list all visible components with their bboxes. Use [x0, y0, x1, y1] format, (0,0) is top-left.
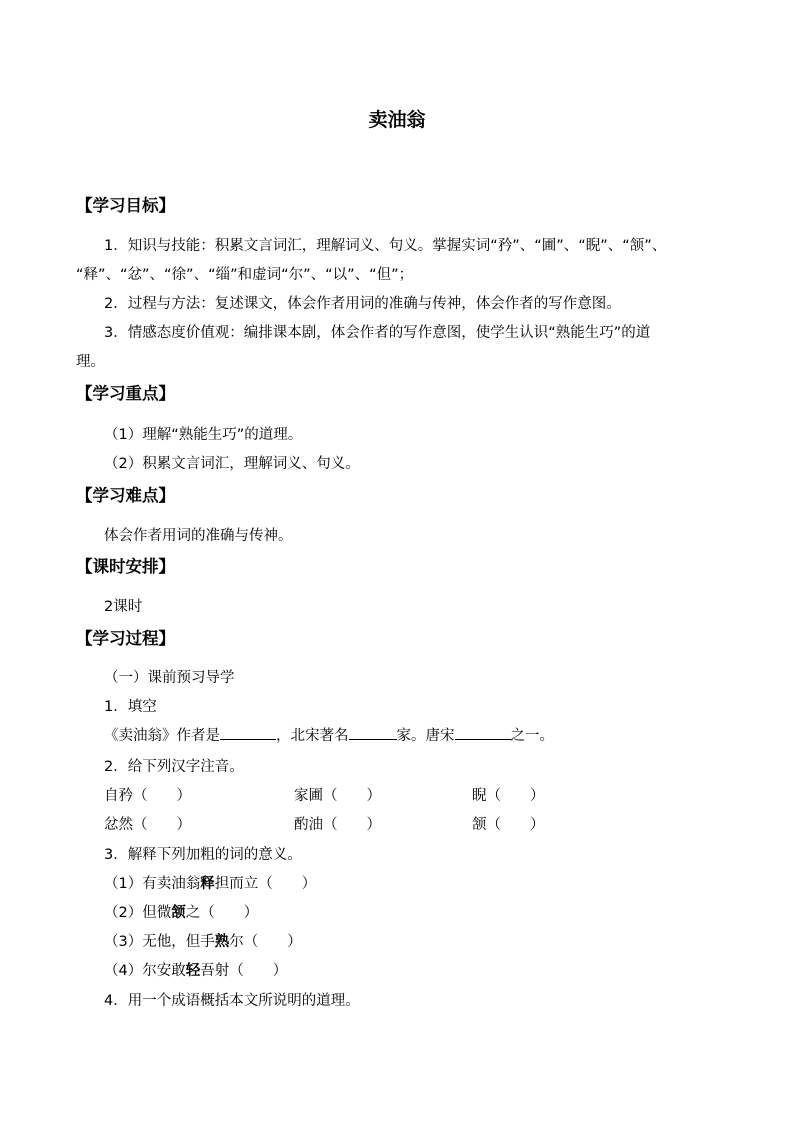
item-text: （4）尔安敢 [104, 963, 186, 979]
bold-word: 颔 [171, 905, 186, 921]
phonetic-item: 酌油（ ） [294, 817, 381, 833]
question-4-title: 4．用一个成语概括本文所说明的道理。 [104, 993, 360, 1009]
bold-word: 轻 [185, 963, 201, 979]
fill-blank-group[interactable] [455, 725, 511, 740]
goal-item-3-line-1: 3．情感态度价值观：编排课本剧，体会作者的写作意图，使学生认识“熟能生巧”的道 [104, 325, 651, 341]
schedule-heading: 【课时安排】 [76, 557, 175, 576]
question-3-item [104, 901, 258, 922]
fill-blank-author[interactable] [220, 725, 276, 740]
fill-text-c: 家。唐宋 [396, 728, 455, 744]
goal-item-3-line-2: 理。 [76, 354, 105, 370]
question-1-title: 1．填空 [104, 699, 157, 715]
goals-heading: 【学习目标】 [76, 196, 175, 215]
bold-word: 熟 [214, 934, 230, 950]
item-text: 吾射（ ） [200, 963, 288, 979]
difficulty-heading: 【学习难点】 [76, 486, 175, 505]
item-text: （3）无他，但手 [104, 934, 215, 950]
question-3-item [104, 872, 316, 893]
key-point-item-1: （1）理解“熟能生巧”的道理。 [104, 427, 303, 443]
section-preview: （一）课前预习导学 [104, 670, 235, 686]
item-text: （1）有卖油翁 [104, 876, 201, 892]
phonetic-item: 忿然（ ） [104, 817, 191, 833]
question-3-title: 3．解释下列加粗的词的意义。 [104, 847, 302, 863]
page-title: 卖油翁 [368, 109, 426, 131]
schedule-text: 2课时 [104, 599, 143, 615]
item-text: 担而立（ ） [214, 876, 317, 892]
question-3-item [104, 930, 302, 951]
goal-item-1-line-2: “释”、“忿”、“徐”、“缁”和虚词“尔”、“以”、“但”； [76, 267, 414, 283]
phonetic-item: 颔（ ） [472, 817, 545, 833]
goal-item-2: 2．过程与方法：复述课文，体会作者用词的准确与传神，体会作者的写作意图。 [104, 296, 621, 312]
question-3-item [104, 959, 287, 980]
item-text: （2）但微 [104, 905, 172, 921]
difficulty-text: 体会作者用词的准确与传神。 [104, 528, 293, 544]
phonetic-item: 家圃（ ） [294, 788, 381, 804]
phonetic-item: 自矜（ ） [104, 788, 191, 804]
item-text: 之（ ） [185, 905, 259, 921]
item-text: 尔（ ） [229, 934, 302, 950]
fill-text-a: 《卖油翁》作者是 [104, 728, 220, 744]
process-heading: 【学习过程】 [76, 629, 175, 648]
fill-text-b: ，北宋著名 [276, 728, 349, 744]
key-point-item-2: （2）积累文言词汇，理解词义、句义。 [104, 456, 360, 472]
question-1-fill-line [104, 724, 554, 745]
phonetic-item: 睨（ ） [472, 788, 545, 804]
fill-text-d: 之一。 [510, 728, 554, 744]
goal-item-1-line-1: 1．知识与技能：积累文言词汇，理解词义、句义。掌握实词“矜”、“圃”、“睨”、“颔”、 [104, 238, 667, 254]
fill-blank-profession[interactable] [349, 725, 397, 740]
bold-word: 释 [200, 876, 215, 892]
key-points-heading: 【学习重点】 [76, 384, 175, 403]
question-2-title: 2．给下列汉字注音。 [104, 759, 244, 775]
